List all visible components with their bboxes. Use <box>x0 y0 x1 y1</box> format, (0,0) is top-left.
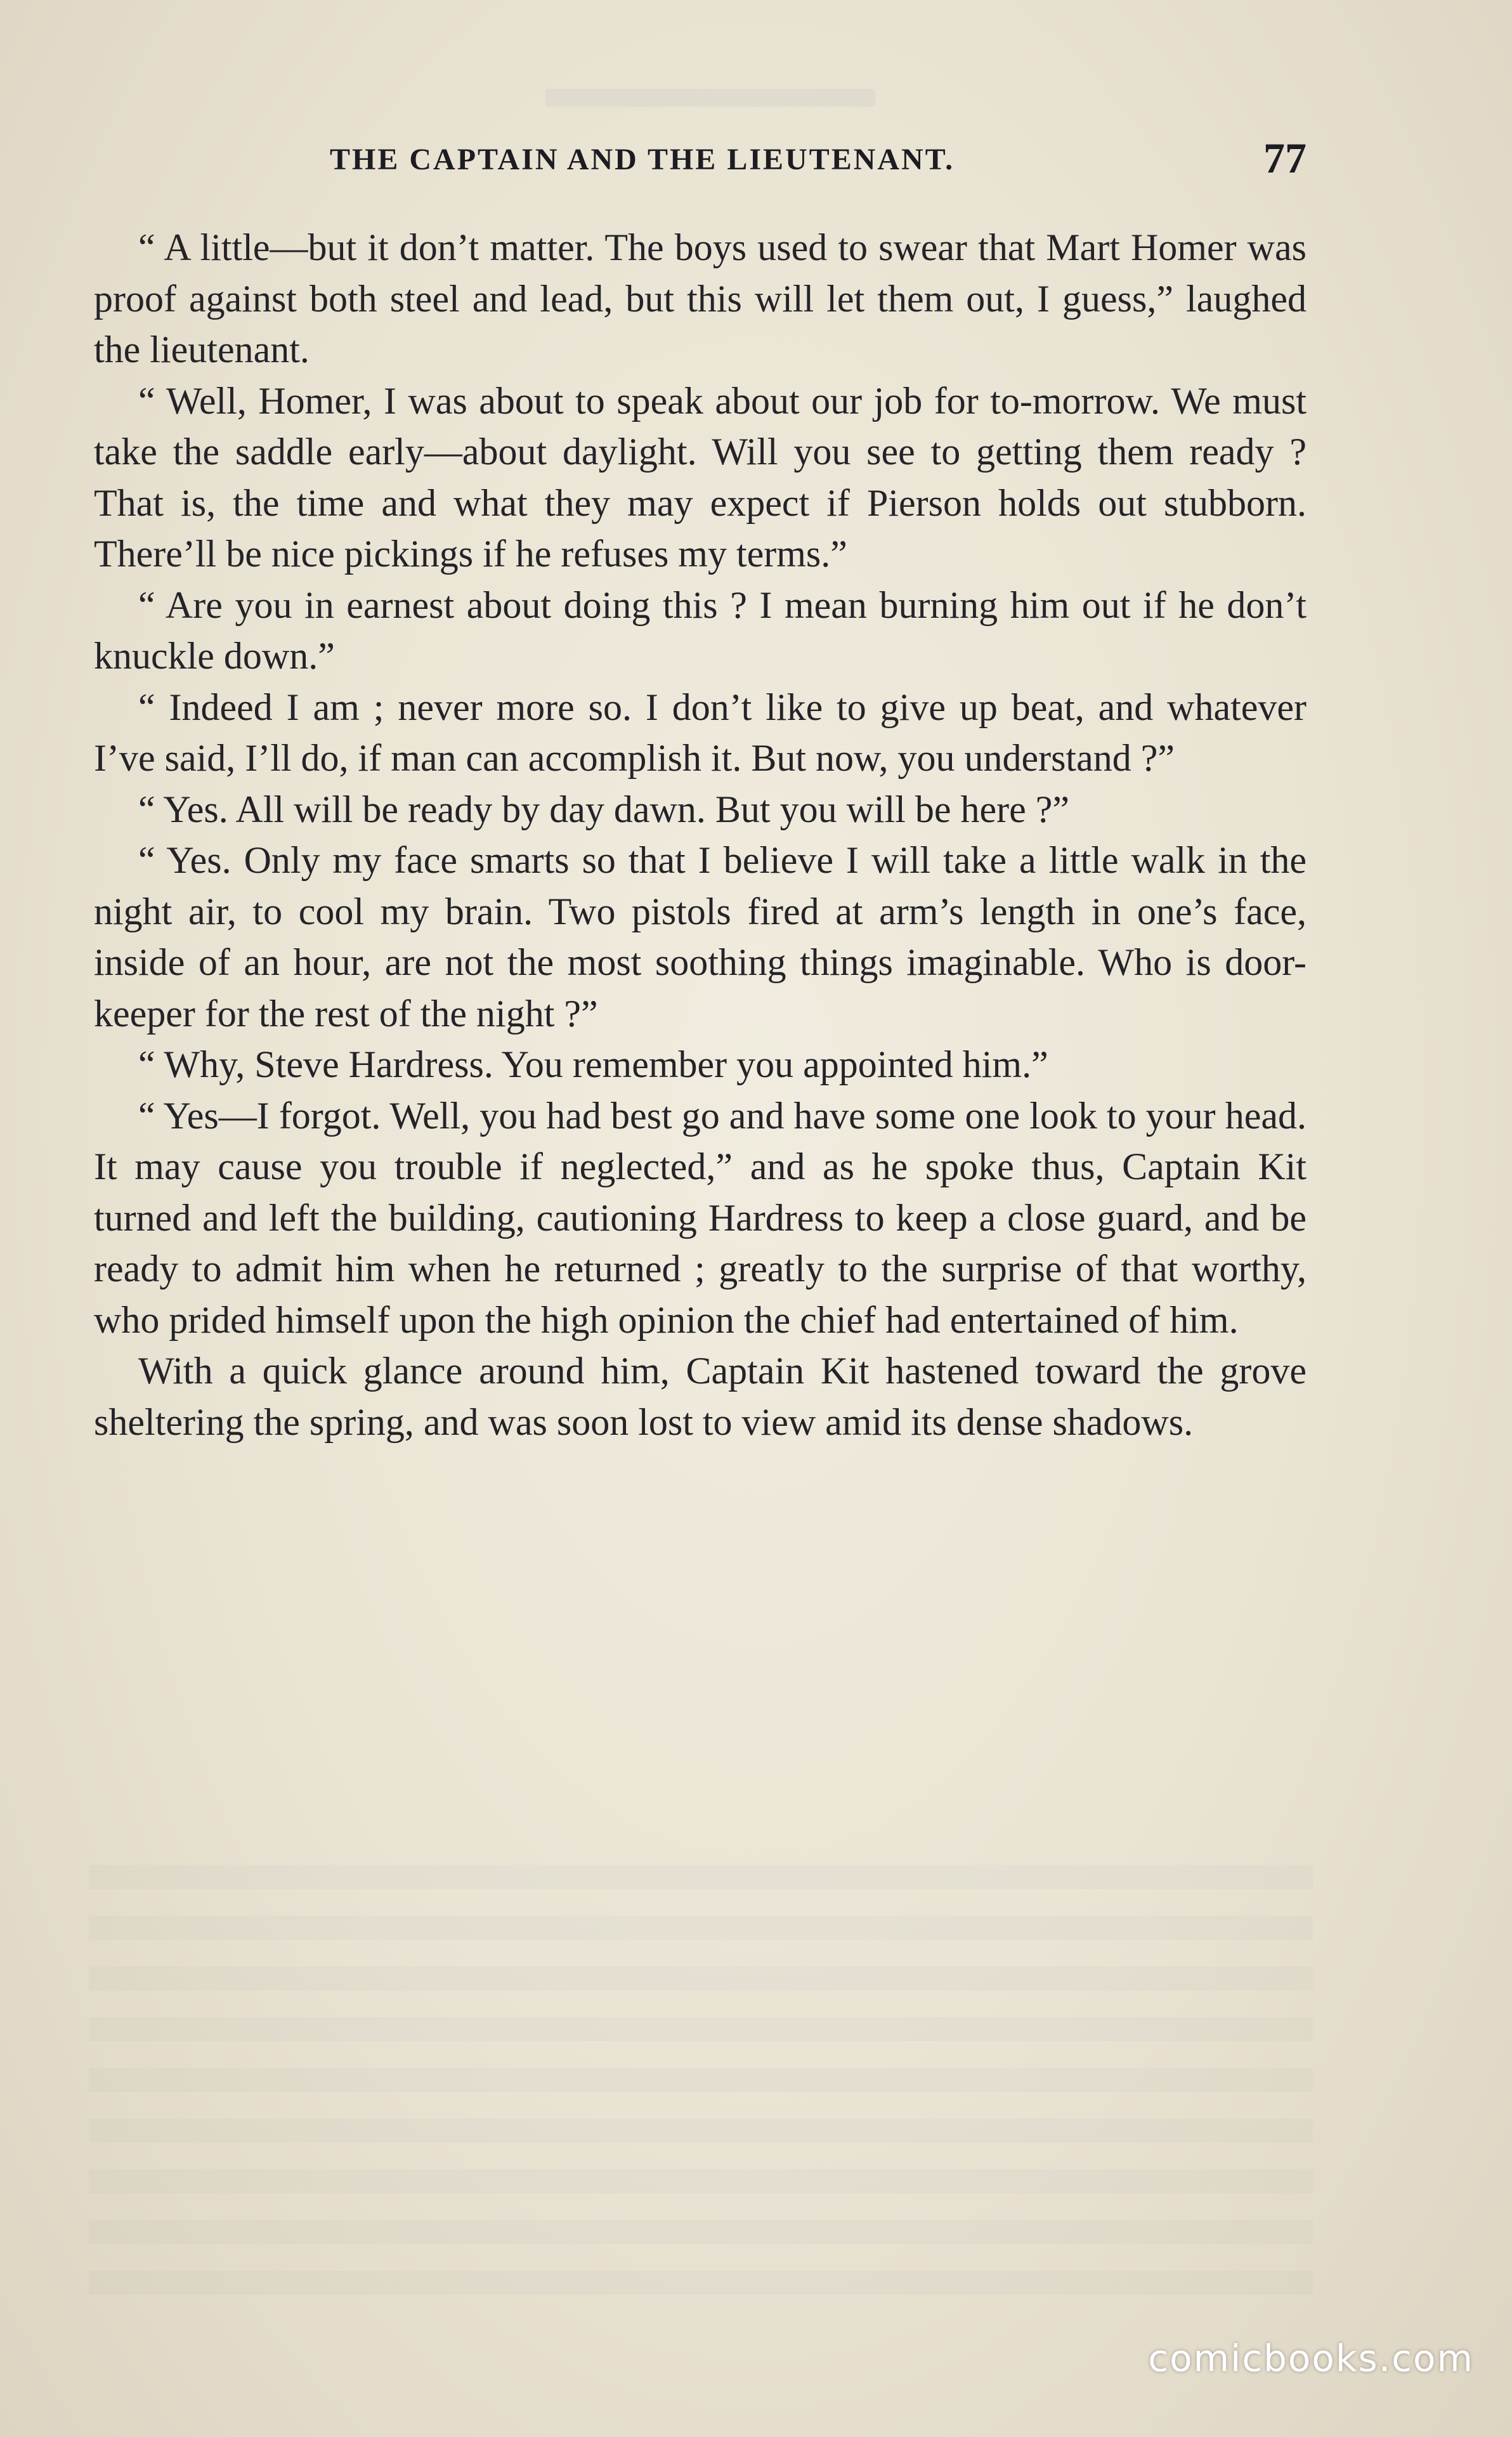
bleed-through-mark <box>545 89 875 107</box>
paragraph: “ A little—but it don’t matter. The boys used to swear that Mart Homer was proof against both steel and lead, but this will let them out, I guess,” laughed the lieutenant. <box>94 226 1307 370</box>
paragraph: “ Are you in earnest about doing this ? I mean burning him out if he don’t knuckle down.” <box>94 584 1307 677</box>
paragraph: “ Yes—I forgot. Well, you had best go and have some one look to your head. It may cause you trouble if neglected,” and as he spoke thus, Captain Kit turned and left the building, cautioning Hardress to keep a close guard, and be ready to admit him when he returned ; greatly to the surprise of that worthy, who prided himself upon the high opinion the chief had entertained of him. <box>94 1094 1307 1341</box>
text-body <box>94 222 1307 1447</box>
running-title: THE CAPTAIN AND THE LIEUTENANT. <box>330 143 955 176</box>
paragraph: With a quick glance around him, Captain Kit hastened toward the grove sheltering the spring, and was soon lost to view amid its dense shadows. <box>94 1350 1307 1443</box>
watermark: comicbooks.com <box>1148 2337 1474 2380</box>
paragraph: “ Indeed I am ; never more so. I don’t like to give up beat, and whatever I’ve said, I’ll do, if man can accomplish it. But now, you understand ?” <box>94 686 1307 779</box>
bleed-through-area <box>89 1865 1313 2296</box>
paragraph: “ Yes. All will be ready by day dawn. But you will be here ?” <box>138 788 1070 830</box>
paragraph: “ Yes. Only my face smarts so that I believe I will take a little walk in the night air, to cool my brain. Two pistols fired at arm’s length in one’s face, inside of an hour, are not the most soothing things imaginable. Who is door-keeper for the rest of the night ?” <box>94 839 1307 1035</box>
page-number: 77 <box>1263 134 1307 182</box>
paragraph: “ Well, Homer, I was about to speak about our job for to-morrow. We must take the saddle early—about daylight. Will you see to getting them ready ? That is, the time and what they may expect if Pierson holds out stubborn. There’ll be nice pickings if he refuses my terms.” <box>94 379 1307 575</box>
running-header <box>95 133 1313 190</box>
paragraph: “ Why, Steve Hardress. You remember you appointed him.” <box>138 1043 1048 1085</box>
